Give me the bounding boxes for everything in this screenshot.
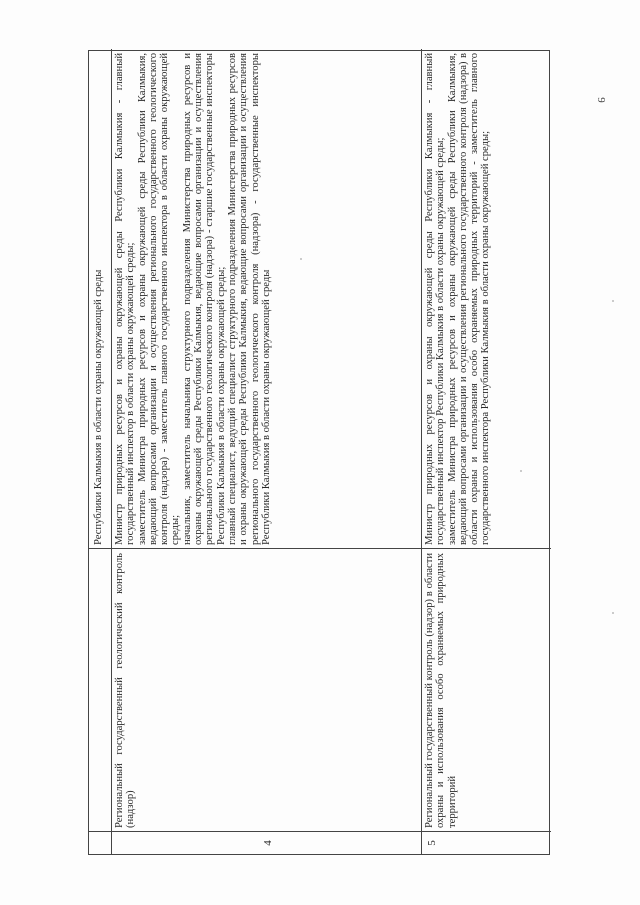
control-type-cell	[112, 548, 421, 832]
official-entry: заместитель Министра природных ресурсов и охраны окружающей среды Республики Калмыкия, ведающий вопросами организации и осуществления регионального государственного геологического контроля (надзора) - заместитель главного государственного инспектора в области охраны окружающей среды;	[136, 53, 182, 545]
control-type-name: Региональный государственный геологический контроль (надзор)	[114, 553, 137, 828]
officials-list	[422, 49, 494, 549]
page-number: 9	[594, 97, 607, 103]
number-cell	[89, 831, 111, 854]
official-positions-table	[88, 50, 550, 855]
table-row	[421, 49, 551, 854]
officials-cell	[89, 49, 111, 549]
number-cell	[422, 831, 551, 854]
control-type-cell	[422, 548, 551, 832]
table-row	[111, 49, 421, 854]
control-type-cell	[89, 548, 111, 832]
officials-cell	[422, 49, 551, 549]
row-number: 4	[262, 840, 274, 846]
officials-cell	[112, 49, 421, 549]
official-entry: Министр природных ресурсов и охраны окружающей среды Республики Калмыкия - главный государственный инспектор Республики Калмыкия в области охраны окружающей среды;	[424, 53, 447, 545]
control-type-name: Региональный государственный контроль (надзор) в области охраны и использования особо охраняемых природных территорий	[424, 553, 458, 828]
officials-list	[112, 49, 274, 549]
official-entry: начальник, заместитель начальника структурного подразделения Министерства природных ресурсов и охраны окружающей среды Республики Калмыкия, ведающие вопросами организации и осуществления регионального государственного геологического контроля (надзора) - старшие государственные инспекторы Республики Калмыкия в области охраны окружающей среды;	[181, 53, 227, 545]
row-number: 5	[426, 840, 438, 846]
official-entry: Министр природных ресурсов и охраны окружающей среды Республики Калмыкия - главный государственный инспектор в области охраны окружающей среды;	[114, 53, 137, 545]
continuation-text: Республики Калмыкия в области охраны окружающей среды	[93, 269, 104, 545]
scan-speck	[612, 300, 614, 302]
official-entry: заместитель Министра природных ресурсов и охраны окружающей среды Республики Калмыкия, ведающий вопросами организации и осуществления регионального государственного контроля (надзора) в области охраны и использования особо охраняемых природных территорий - заместитель главного государственного инспектора Республики Калмыкия в области охраны окружающей среды;	[446, 53, 492, 545]
official-entry: главный специалист, ведущий специалист структурного подразделения Министерства природных ресурсов и охраны окружающей среды Республики Калмыкия, ведающие вопросами организации и осуществления регионального государственного геологического контроля (надзора) - государственные инспекторы Республики Калмыкия в области охраны окружающей среды	[226, 53, 272, 545]
table-row-continuation	[89, 49, 111, 854]
scan-speck	[612, 612, 614, 614]
number-cell	[112, 831, 421, 854]
rotated-table-container	[88, 50, 550, 855]
